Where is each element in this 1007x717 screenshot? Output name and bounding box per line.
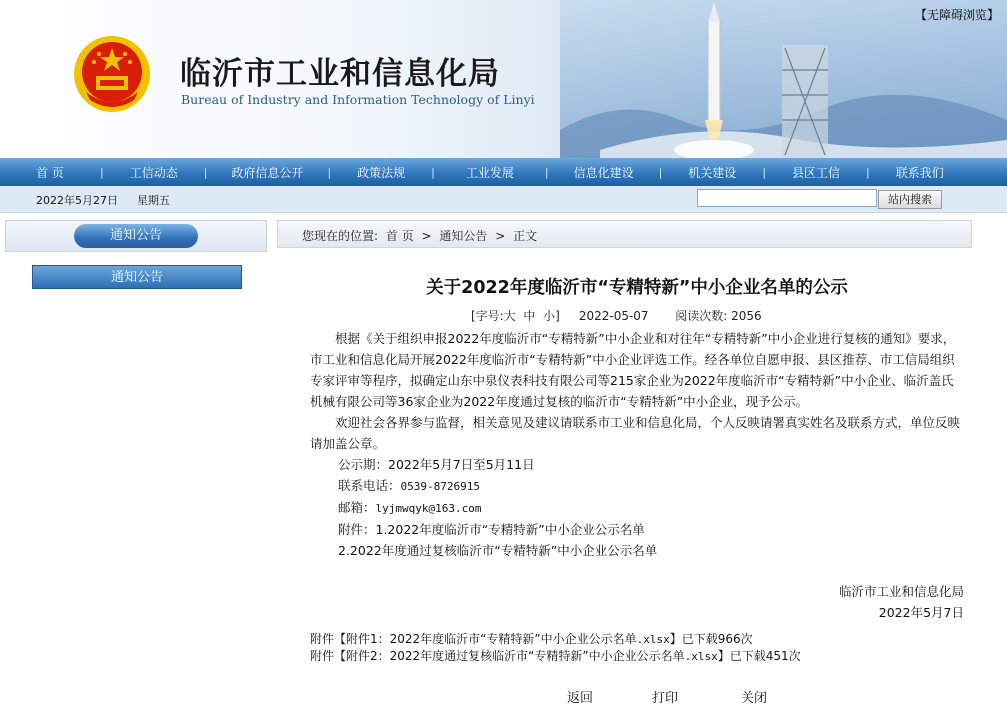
breadcrumb-notices[interactable]: 通知公告 (439, 229, 488, 243)
attachment-ext[interactable]: .xlsx (684, 650, 718, 663)
nav-item-home[interactable]: 首 页 (36, 165, 64, 180)
attachment-download (310, 647, 801, 664)
nav-separator: | (866, 165, 870, 179)
site-subtitle: Bureau of Industry and Information Technology of Linyi (181, 92, 535, 107)
header-rocket-launch-image (560, 0, 1007, 158)
nav-separator: | (762, 165, 767, 179)
current-date: 2022年5月27日 (36, 194, 118, 207)
nav-item-county[interactable]: 县区工信 (792, 165, 841, 180)
publicity-period: 公示期：2022年5月7日至5月11日 (338, 457, 535, 472)
attachment-link[interactable] (390, 632, 670, 646)
breadcrumb-separator: > (495, 229, 506, 243)
font-size-close: ] (555, 309, 560, 323)
close-button[interactable]: 关闭 (741, 691, 768, 706)
article-paragraph: 根据《关于组织申报2022年度临沂市“专精特新”中小企业和对往年“专精特新”中小企业进行复核的通知》要求，市工业和信息化局开展2022年度临沂市“专精特新”中小企业评选工作。经各单位自愿申报、县区推荐、市工信局组织专家评审等程序，拟确定山东中泉仪表科技有限公司等215家企业为2022年度临沂市“专精特新”中小企业、临沂盖氏机械有限公司等36家企业为2022年度通过复核的临沂市“专精特新”中小企业，现予公示。 (310, 331, 956, 409)
nav-item-industry[interactable]: 工业发展 (465, 165, 514, 180)
font-size-large[interactable]: 大 (503, 309, 516, 323)
attachment-downloads: 】已下载966次 (669, 632, 753, 646)
nav-separator: | (203, 165, 208, 179)
signature-org: 临沂市工业和信息化局 (838, 584, 964, 599)
attachment-name[interactable]: 2022年度临沂市“专精特新”中小企业公示名单 (389, 632, 637, 646)
article-body (310, 328, 966, 561)
email-label: 邮箱： (338, 500, 376, 515)
national-emblem-icon (72, 34, 152, 114)
attachment-prefix: 附件【附件2： (310, 649, 390, 663)
nav-item-gov-info[interactable]: 政府信息公开 (231, 165, 304, 180)
nav-item-contact[interactable]: 联系我们 (895, 165, 944, 180)
attachment-link[interactable] (390, 649, 718, 663)
phone-label: 联系电话： (338, 478, 401, 493)
nav-separator: | (327, 165, 332, 179)
nav-item-news[interactable]: 工信动态 (129, 165, 178, 180)
nav-separator: | (658, 165, 663, 179)
contact-phone (310, 475, 966, 497)
nav-separator: | (100, 165, 104, 179)
breadcrumb-current: 正文 (513, 229, 538, 243)
attachment-list-item: 2.2022年度通过复核临沂市“专精特新”中小企业公示名单 (338, 543, 658, 558)
accessibility-link[interactable]: 【无障碍浏览】 (914, 8, 999, 22)
attachment-list-item: 附件：1.2022年度临沂市“专精特新”中小企业公示名单 (338, 522, 645, 537)
publish-date: 2022-05-07 (578, 309, 649, 323)
sidebar-item-notices[interactable]: 通知公告 (32, 265, 242, 289)
nav-item-informatization[interactable]: 信息化建设 (573, 165, 634, 180)
nav-item-policy[interactable]: 政策法规 (357, 165, 406, 180)
article-meta (471, 307, 762, 324)
attachment-ext[interactable]: .xlsx (636, 633, 670, 646)
views-label: 阅读次数: (675, 309, 728, 323)
font-size-small[interactable]: 小 (543, 309, 556, 323)
breadcrumb-prefix: 您现在的位置: (302, 229, 379, 243)
site-search-button[interactable]: 站内搜索 (878, 190, 942, 209)
attachment-downloads: 】已下载451次 (717, 649, 801, 663)
views-count: 2056 (731, 309, 762, 323)
nav-separator: | (544, 165, 549, 179)
back-button[interactable]: 返回 (567, 691, 594, 706)
site-search-input[interactable] (697, 189, 877, 207)
breadcrumb-home[interactable]: 首 页 (385, 229, 414, 243)
contact-email (310, 497, 966, 519)
attachment-name[interactable]: 2022年度通过复核临沂市“专精特新”中小企业公示名单 (389, 649, 685, 663)
site-title: 临沂市工业和信息化局 (180, 56, 500, 92)
site-header (0, 0, 1007, 158)
attachment-download (310, 630, 753, 647)
email-address: lyjmwqyk@163.com (375, 502, 482, 515)
attachment-prefix: 附件【附件1： (310, 632, 390, 646)
article-paragraph: 欢迎社会各界参与监督，相关意见及建议请联系市工业和信息化局，个人反映请署真实姓名及联系方式，单位反映请加盖公章。 (310, 415, 961, 451)
article-title: 关于2022年度临沂市“专精特新”中小企业名单的公示 (426, 278, 848, 298)
print-button[interactable]: 打印 (652, 691, 679, 706)
nav-separator: | (431, 165, 435, 179)
signature-date: 2022年5月7日 (878, 605, 964, 620)
font-size-label: [字号: (471, 309, 504, 323)
font-size-medium[interactable]: 中 (523, 309, 536, 323)
current-weekday: 星期五 (137, 194, 170, 207)
phone-number: 0539-8726915 (400, 480, 480, 493)
breadcrumb (302, 227, 541, 244)
nav-item-organ[interactable]: 机关建设 (688, 165, 737, 180)
main-nav (0, 158, 1007, 186)
breadcrumb-separator: > (421, 229, 432, 243)
sidebar-header: 通知公告 (74, 224, 198, 248)
